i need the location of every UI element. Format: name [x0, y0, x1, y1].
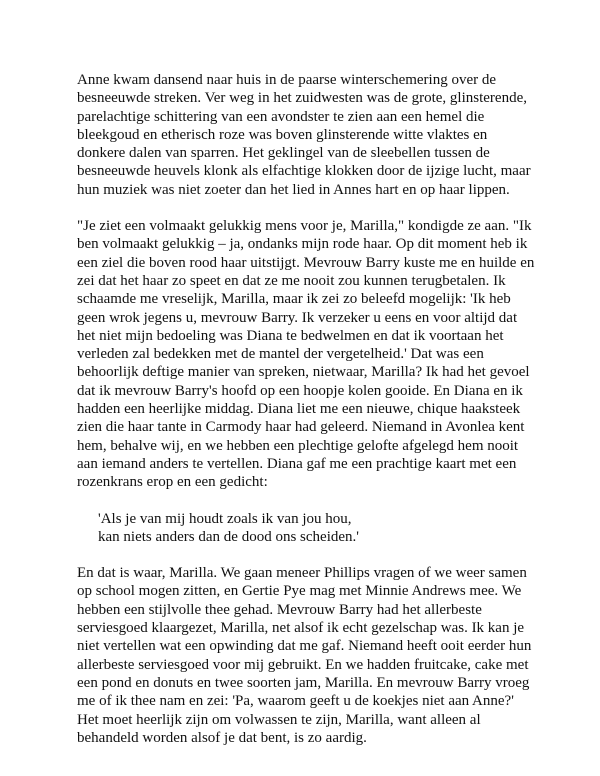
- text-line: dat ik mevrouw Barry's hoofd op een hoopje kolen gooide. En Diana en ik: [77, 382, 523, 399]
- text-line: hem, behalve wij, en we hebben een plechtige gelofte afgelegd hem nooit: [77, 437, 519, 454]
- poem-line: kan niets anders dan de dood ons scheiden.': [98, 528, 359, 545]
- text-line: serviesgoed klaargezet, Marilla, net alsof ik echt gezelschap was. Ik kan je: [77, 620, 525, 637]
- text-line: ben volmaakt gelukkig – ja, ondanks mijn rode haar. Op dit moment heb ik: [77, 236, 528, 253]
- text-line: besneeuwde streken. Ver weg in het zuidwesten was de grote, glinsterende,: [77, 90, 527, 107]
- text-line: op school mogen zitten, en Gertie Pye mag met Minnie Andrews mee. We: [77, 583, 522, 600]
- text-line: allerbeste serviesgoed voor mij gebruikt. En we hadden fruitcake, cake met: [77, 656, 529, 673]
- text-line: geen wrok jegens u, mevrouw Barry. Ik verzeker u eens en voor altijd dat: [77, 309, 518, 326]
- text-line: Het moet heerlijk zijn om volwassen te zijn, Marilla, want alleen al: [77, 711, 481, 728]
- text-line: En dat is waar, Marilla. We gaan meneer Phillips vragen of we weer samen: [77, 565, 527, 582]
- text-line: rozenkrans erop en een gedicht:: [77, 474, 268, 491]
- text-line: aan iemand anders te vertellen. Diana gaf me een prachtige kaart met een: [77, 455, 517, 472]
- text-line: een pond en donuts en twee soorten jam, Marilla. En mevrouw Barry vroeg: [77, 674, 530, 691]
- text-line: hadden een heerlijke middag. Diana liet me een nieuwe, chique haaksteek: [77, 401, 521, 418]
- text-line: behoorlijk deftige manier van spreken, nietwaar, Marilla? Ik had het gevoel: [77, 364, 530, 381]
- text-line: schaamde me vreselijk, Marilla, maar ik zei zo beleefd mogelijk: 'Ik heb: [77, 291, 511, 308]
- paragraph-2: [77, 217, 537, 491]
- text-line: hebben een stijlvolle thee gehad. Mevrouw Barry had het allerbeste: [77, 601, 482, 618]
- paragraph-3: [77, 564, 537, 747]
- text-line: me of ik thee nam en zei: 'Pa, waarom geeft u de koekjes niet aan Anne?': [77, 693, 514, 710]
- text-line: verleden zal bedekken met de mantel der vergetelheid.' Dat was een: [77, 346, 484, 363]
- text-line: donkere dalen van sparren. Het geklingel van de sleebellen tussen de: [77, 145, 490, 162]
- paragraph-1: [77, 71, 537, 199]
- text-line: het niet mijn bedoeling was Diana te bedwelmen en dat ik voortaan het: [77, 327, 504, 344]
- poem-line: 'Als je van mij houdt zoals ik van jou hou,: [98, 510, 352, 527]
- text-line: "Je ziet een volmaakt gelukkig mens voor je, Marilla," kondigde ze aan. "Ik: [77, 218, 532, 235]
- text-line: Anne kwam dansend naar huis in de paarse winterschemering over de: [77, 72, 497, 88]
- text-line: zei dat het haar zo speet en dat ze me nooit zou kunnen terugbetalen. Ik: [77, 272, 506, 289]
- text-line: besneeuwde heuvels klonk als elfachtige klokken door de ijzige lucht, maar: [77, 163, 531, 180]
- text-line: parelachtige schittering van een avondster te zien aan een hemel die: [77, 108, 485, 125]
- text-line: niet vertellen wat een opwinding dat me gaf. Niemand heeft ooit eerder hun: [77, 638, 532, 655]
- poem-quote: [98, 510, 537, 547]
- text-line: hun muziek was niet zoeter dan het lied in Annes hart en op haar lippen.: [77, 181, 510, 198]
- text-line: behandeld worden alsof je dat bent, is zo aardig.: [77, 729, 367, 746]
- document-page: [77, 71, 537, 765]
- text-line: een ziel die boven rood haar uitstijgt. Mevrouw Barry kuste me en huilde en: [77, 254, 535, 271]
- text-line: zien die haar tante in Carmody haar had geleerd. Niemand in Avonlea kent: [77, 419, 525, 436]
- text-line: bleekgoud en etherisch roze was boven glinsterende witte vlaktes en: [77, 126, 488, 143]
